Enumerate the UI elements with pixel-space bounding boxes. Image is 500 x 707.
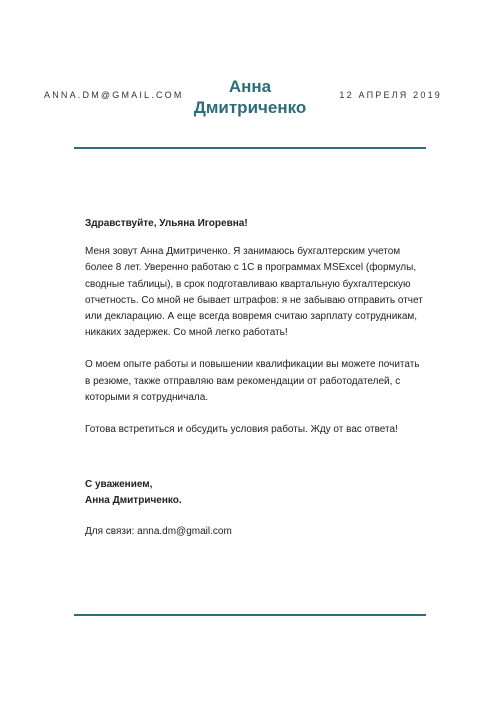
contact-line: Для связи: anna.dm@gmail.com xyxy=(85,526,232,538)
sender-name xyxy=(175,76,325,118)
paragraph-intro: Меня зовут Анна Дмитриченко. Я занимаюсь бухгалтерским учетом более 8 лет. Уверенно работаю с 1С в программах MSExcel (формулы, сводные таблицы), в срок подготавливаю квартальную бухгалтерскую отчетность. Со мной не бывает штрафов: я не забываю отправить отчет или декларацию. А еще всегда вовремя считаю зарплату сотрудникам, никаких задержек. Со мной легко работать! xyxy=(85,246,423,339)
closing-regards: С уважением, xyxy=(85,479,153,491)
sender-last-name: Дмитриченко xyxy=(193,98,307,117)
sender-first-name: Анна xyxy=(228,77,272,96)
closing-signature: Анна Дмитриченко. xyxy=(85,495,182,507)
paragraph-experience: О моем опыте работы и повышении квалификации вы можете почитать в резюме, также отправляю вам рекомендации от работодателей, с которыми я сотрудничала. xyxy=(85,359,420,403)
top-divider xyxy=(74,147,426,149)
letter-date: 12 АПРЕЛЯ 2019 xyxy=(339,90,442,100)
header-email: ANNA.DM@GMAIL.COM xyxy=(44,90,184,100)
letter-body xyxy=(85,216,425,540)
bottom-divider xyxy=(74,614,426,616)
letter-header xyxy=(0,0,500,150)
closing xyxy=(85,477,425,509)
paragraph-meeting: Готова встретиться и обсудить условия работы. Жду от вас ответа! xyxy=(85,424,398,436)
greeting: Здравствуйте, Ульяна Игоревна! xyxy=(85,218,248,229)
